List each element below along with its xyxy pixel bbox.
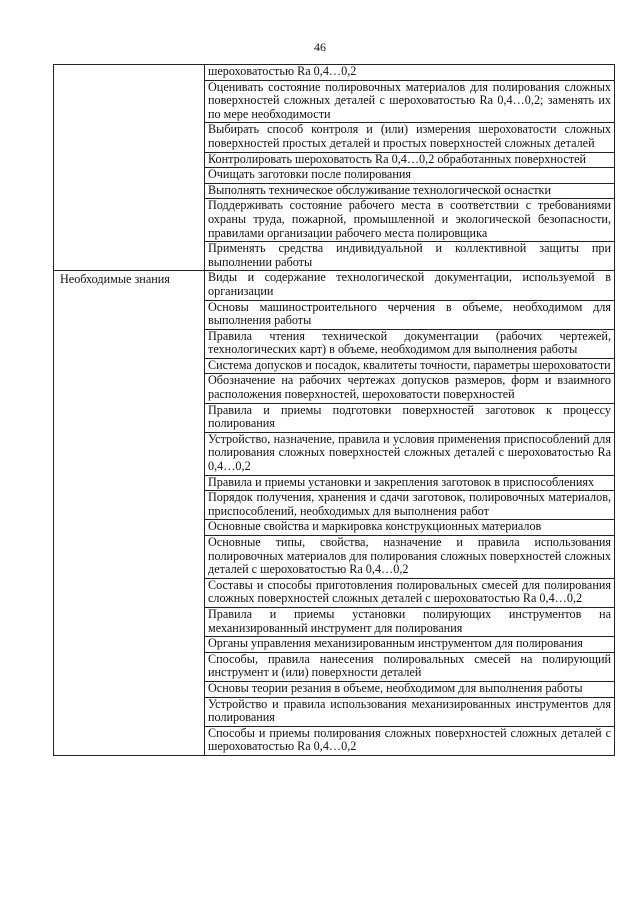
- knowledge-item: Правила и приемы установки и закрепления заготовок в приспособлениях: [205, 475, 615, 491]
- skill-item: Контролировать шероховатость Ra 0,4…0,2 обработанных поверхностей: [205, 152, 615, 168]
- knowledge-item: Устройство, назначение, правила и условия применения приспособлений для полирования сложных поверхностей сложных деталей с шероховатостью Ra 0,4…0,2: [205, 432, 615, 475]
- knowledge-item: Устройство и правила использования механизированных инструментов для полирования: [205, 697, 615, 726]
- knowledge-item: Основы теории резания в объеме, необходимом для выполнения работы: [205, 681, 615, 697]
- knowledge-item: Обозначение на рабочих чертежах допусков размеров, форм и взаимного расположения поверхностей, шероховатости поверхностей: [205, 374, 615, 403]
- knowledge-item: Составы и способы приготовления полировальных смесей для полирования сложных поверхностей сложных деталей с шероховатостью Ra 0,4…0,2: [205, 578, 615, 607]
- knowledge-item: Правила и приемы установки полирующих инструментов на механизированный инструмент для полирования: [205, 607, 615, 636]
- knowledge-item: Правила и приемы подготовки поверхностей заготовок к процессу полирования: [205, 403, 615, 432]
- knowledge-item: Органы управления механизированным инструментом для полирования: [205, 637, 615, 653]
- knowledge-item: Виды и содержание технологической документации, используемой в организации: [205, 271, 615, 300]
- skill-item: Очищать заготовки после полирования: [205, 168, 615, 184]
- knowledge-item: Порядок получения, хранения и сдачи заготовок, полировочных материалов, приспособлений, необходимых для выполнения работ: [205, 491, 615, 520]
- table-row: [54, 65, 615, 81]
- skill-item: Применять средства индивидуальной и коллективной защиты при выполнении работы: [205, 242, 615, 271]
- skill-item: Поддерживать состояние рабочего места в соответствии с требованиями охраны труда, пожарной, промышленной и экологической безопасности, правилами организации рабочего места полировщика: [205, 199, 615, 242]
- skill-item: Выполнять техническое обслуживание технологической оснастки: [205, 183, 615, 199]
- knowledge-item: Правила чтения технической документации (рабочих чертежей, технологических карт) в объеме, необходимом для выполнения работы: [205, 329, 615, 358]
- skill-item: Оценивать состояние полировочных материалов для полирования сложных поверхностей сложных деталей с шероховатостью Ra 0,4…0,2; заменять их по мере необходимости: [205, 80, 615, 123]
- skill-item: Выбирать способ контроля и (или) измерения шероховатости сложных поверхностей простых деталей и простых поверхностей сложных деталей: [205, 123, 615, 152]
- skill-item: шероховатостью Ra 0,4…0,2: [205, 65, 615, 81]
- knowledge-item: Система допусков и посадок, квалитеты точности, параметры шероховатости: [205, 358, 615, 374]
- row-label-empty: [54, 65, 205, 271]
- knowledge-item: Основные типы, свойства, назначение и правила использования полировочных материалов для полирования сложных поверхностей сложных деталей с шероховатостью Ra 0,4…0,2: [205, 536, 615, 579]
- knowledge-item: Основные свойства и маркировка конструкционных материалов: [205, 520, 615, 536]
- knowledge-item: Основы машиностроительного черчения в объеме, необходимом для выполнения работы: [205, 300, 615, 329]
- row-label-required-knowledge: Необходимые знания: [54, 271, 205, 756]
- knowledge-item: Способы, правила нанесения полировальных смесей на полирующий инструмент и (или) поверхности деталей: [205, 652, 615, 681]
- knowledge-item: Способы и приемы полирования сложных поверхностей сложных деталей с шероховатостью Ra 0,4…0,2: [205, 726, 615, 755]
- page-number: 46: [314, 40, 326, 54]
- table-row: [54, 271, 615, 300]
- requirements-table: [53, 64, 615, 756]
